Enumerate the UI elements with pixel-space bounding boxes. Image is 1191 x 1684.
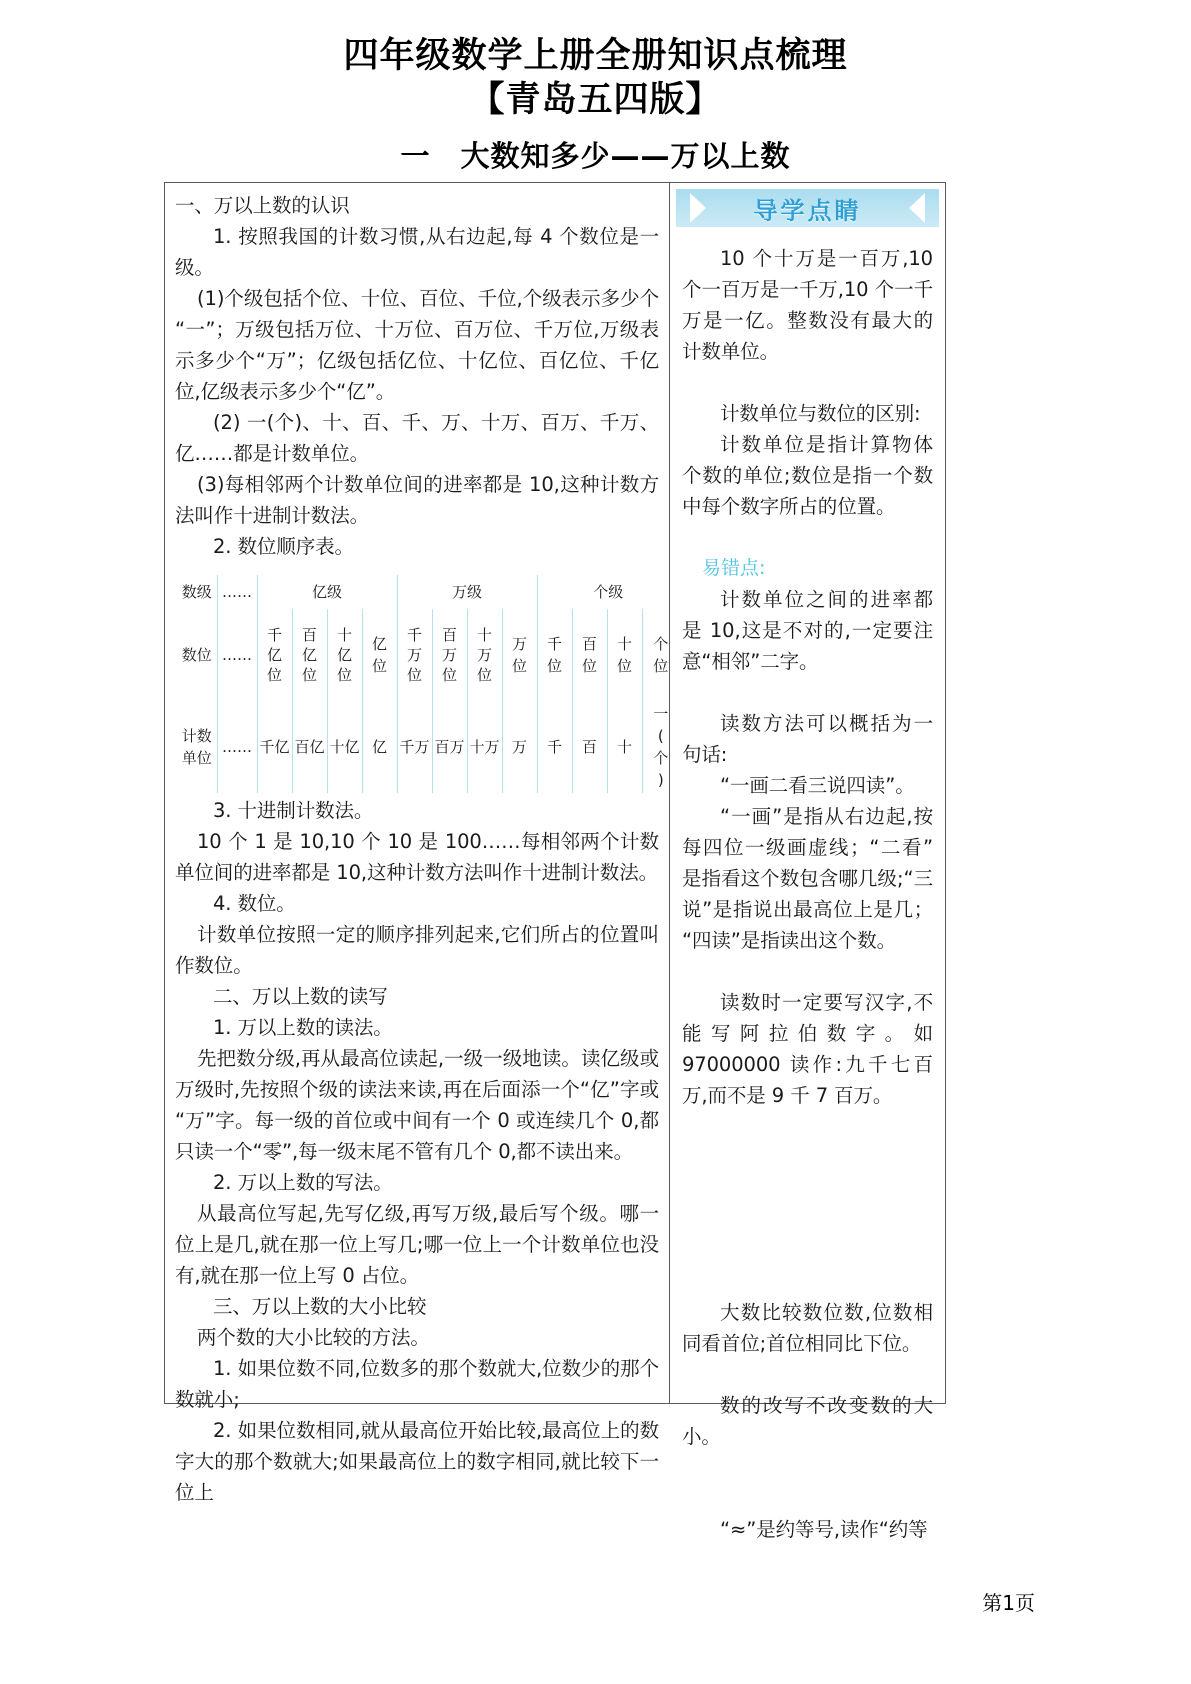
page-title: 四年级数学上册全册知识点梳理 — [343, 36, 848, 76]
cell-ellipsis-level: …… — [217, 575, 257, 609]
cell-unit-4: 千万 — [397, 701, 432, 793]
cell-place-2: 十 亿 位 — [327, 609, 362, 701]
note-5: 读数时一定要写汉字,不能写阿拉伯数字。如 97000000 读作:九千七百万,而不是 9 千 7 百万。 — [682, 991, 933, 1107]
right-sidebar-column — [670, 183, 945, 1541]
section-heading-2: 二、万以上数的读写 — [213, 985, 388, 1008]
cell-place-3: 亿 位 — [362, 609, 397, 701]
table-row-place — [177, 609, 679, 701]
chapter-number: 一 — [400, 141, 431, 173]
page-title-block — [0, 0, 1191, 177]
note-4-heading: 读数方法可以概括为一句话: — [682, 712, 933, 766]
cell-unit-1: 百亿 — [292, 701, 327, 793]
paragraph-3-2: 2. 如果位数相同,就从最高位开始比较,最高位上的数字大的那个数就大;如果最高位上的数字相同,就比较下一位上 — [175, 1419, 659, 1504]
sidebar-text-body — [670, 227, 945, 1545]
row-label-level: 数级 — [177, 575, 217, 609]
cell-unit-6: 十万 — [467, 701, 502, 793]
cell-unit-0: 千亿 — [257, 701, 292, 793]
note-7: 数的改写不改变数的大小。 — [682, 1394, 933, 1448]
banner-title: 导学点睛 — [753, 196, 862, 225]
cell-ellipsis-unit: …… — [217, 701, 257, 793]
paragraph-2-2: 2. 万以上数的写法。 — [213, 1171, 393, 1194]
cell-unit-8: 千 — [537, 701, 572, 793]
paragraph-1-1-1: (1)个级包括个位、十位、百位、千位,个级表示多少个“一”；万级包括万位、十万位、百万位、千万位,万级表示多少个“万”；亿级包括亿位、十亿位、百亿位、千亿位,亿级表示多少个“亿”。 — [175, 287, 659, 403]
note-2-body: 计数单位是指计算物体个数的单位;数位是指一个数中每个数字所占的位置。 — [682, 433, 933, 518]
cell-place-8: 千 位 — [537, 609, 572, 701]
section-heading-1: 一、万以上数的认识 — [175, 194, 350, 217]
page-subtitle-edition: 【青岛五四版】 — [469, 80, 722, 120]
section-heading-3: 三、万以上数的大小比较 — [213, 1295, 427, 1318]
paragraph-2-1: 1. 万以上数的读法。 — [213, 1016, 393, 1039]
paragraph-2-1-body: 先把数分级,再从最高位读起,一级一级地读。读亿级或万级时,先按照个级的读法来读,再在后面添一个“亿”字或“万”字。每一级的首位或中间有一个 0 或连续几个 0,都只读一个“零”,每一级末尾不管有几个 0,都不读出来。 — [175, 1047, 659, 1163]
cell-place-1: 百 亿 位 — [292, 609, 327, 701]
row-label-place: 数位 — [177, 609, 217, 701]
note-6: 大数比较数位数,位数相同看首位;首位相同比下位。 — [682, 1301, 933, 1355]
cell-place-5: 百 万 位 — [432, 609, 467, 701]
banner-left-arrows-icon — [690, 193, 706, 223]
cell-place-6: 十 万 位 — [467, 609, 502, 701]
content-frame — [164, 182, 946, 1541]
paragraph-3-intro: 两个数的大小比较的方法。 — [197, 1326, 430, 1349]
chapter-title: 大数知多少——万以上数 — [460, 139, 791, 173]
paragraph-1-3-body: 10 个 1 是 10,10 个 10 是 100……每相邻两个计数单位间的进率都是 10,这种计数方法叫作十进制计数法。 — [175, 830, 659, 884]
paragraph-2-2-body: 从最高位写起,先写亿级,再写万级,最后写个级。哪一位上是几,就在那一位上写几;哪一位上一个计数单位也没有,就在那一位上写 0 占位。 — [175, 1202, 659, 1287]
note-1: 10 个十万是一百万,10 个一百万是一千万,10 个一千万是一亿。整数没有最大的计数单位。 — [682, 247, 933, 363]
note-4-body: “一画”是指从右边起,按每四位一级画虚线；“二看”是指看这个数包含哪几级;“三说”是指说出最高位上是几；“四读”是指读出这个数。 — [682, 805, 933, 952]
digit-order-table-wrap — [177, 575, 669, 793]
cell-level-yi: 亿级 — [257, 575, 397, 609]
paragraph-1-4-body: 计数单位按照一定的顺序排列起来,它们所占的位置叫作数位。 — [175, 923, 659, 977]
note-2-heading: 计数单位与数位的区别: — [720, 402, 921, 425]
paragraph-1-4: 4. 数位。 — [213, 892, 296, 915]
banner-right-arrows-icon — [909, 193, 925, 223]
chapter-heading — [0, 136, 1191, 177]
paragraph-1-2: 2. 数位顺序表。 — [213, 535, 354, 558]
cell-place-9: 百 位 — [572, 609, 607, 701]
digit-order-table — [177, 575, 679, 793]
note-3: 计数单位之间的进率都是 10,这是不对的,一定要注意“相邻”二字。 — [682, 588, 933, 673]
cell-place-0: 千 亿 位 — [257, 609, 292, 701]
cell-level-wan: 万级 — [397, 575, 537, 609]
error-prone-label: 易错点: — [702, 557, 766, 579]
paragraph-3-1: 1. 如果位数不同,位数多的那个数就大,位数少的那个数就小; — [175, 1357, 659, 1411]
cell-unit-5: 百万 — [432, 701, 467, 793]
paragraph-1-1-2: (2) 一(个)、十、百、千、万、十万、百万、千万、亿……都是计数单位。 — [175, 411, 659, 465]
cell-place-11: 个 位 — [642, 609, 679, 701]
cell-unit-7: 万 — [502, 701, 537, 793]
cell-unit-10: 十 — [607, 701, 642, 793]
table-row-unit — [177, 701, 679, 793]
table-row-level — [177, 575, 679, 609]
note-8: “≈”是约等号,读作“约等 — [720, 1518, 928, 1541]
cell-place-10: 十 位 — [607, 609, 642, 701]
page-number: 第1页 — [982, 1591, 1035, 1615]
row-label-unit: 计数 单位 — [177, 701, 217, 793]
cell-place-7: 万 位 — [502, 609, 537, 701]
paragraph-1-3: 3. 十进制计数法。 — [213, 799, 374, 822]
paragraph-1-1-3: (3)每相邻两个计数单位间的进率都是 10,这种计数方法叫作十进制计数法。 — [175, 473, 659, 527]
cell-unit-9: 百 — [572, 701, 607, 793]
cell-level-ge: 个级 — [537, 575, 679, 609]
note-4-quote: “一画二看三说四读”。 — [720, 774, 915, 797]
paragraph-1-1: 1. 按照我国的计数习惯,从右边起,每 4 个数位是一级。 — [175, 225, 659, 279]
cell-place-4: 千 万 位 — [397, 609, 432, 701]
cell-unit-3: 亿 — [362, 701, 397, 793]
cell-unit-11: 一 ( 个 ) — [642, 701, 679, 793]
left-content-column — [165, 183, 670, 1504]
cell-unit-2: 十亿 — [327, 701, 362, 793]
guide-banner — [676, 189, 939, 227]
cell-ellipsis-place: …… — [217, 609, 257, 701]
